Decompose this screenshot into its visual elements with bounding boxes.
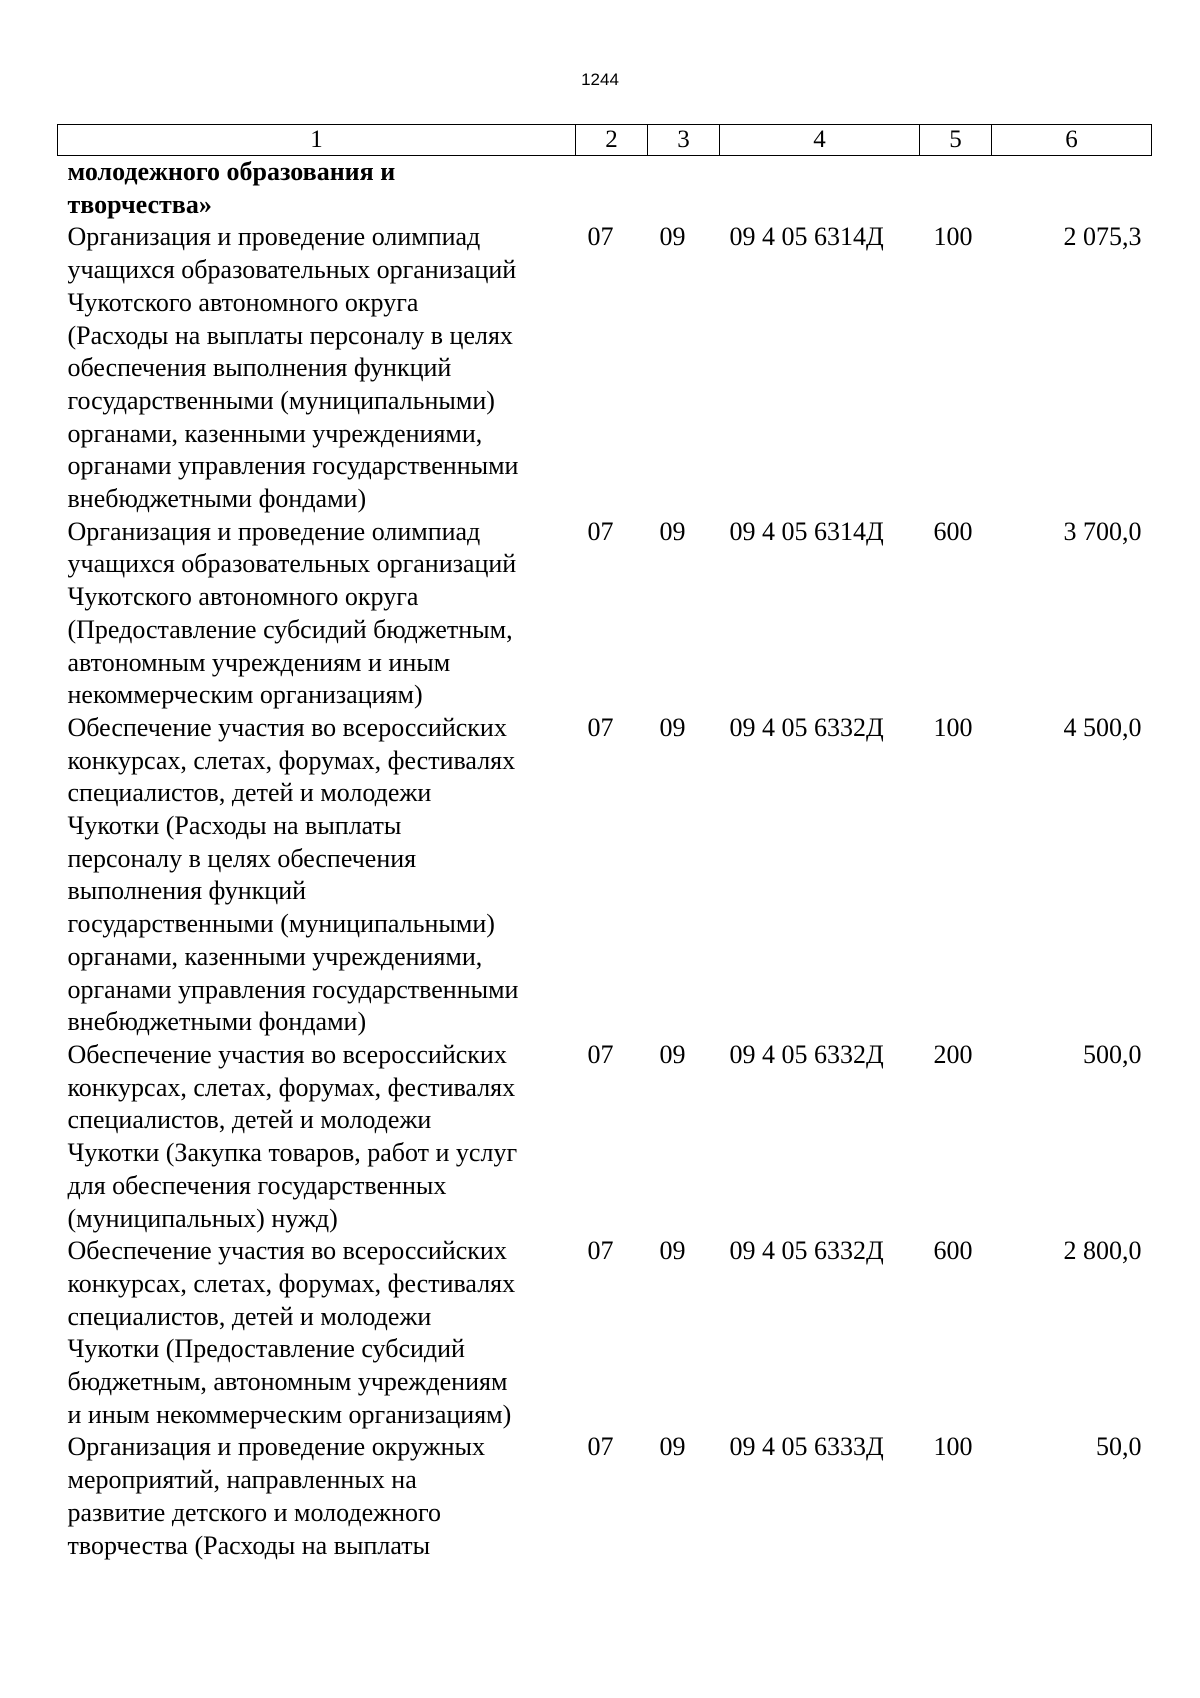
- budget-table: [57, 124, 1152, 1562]
- table-body: [58, 156, 1152, 1563]
- continuation-text: молодежного образования и творчества»: [67, 157, 396, 219]
- row-expense-type: 600: [933, 1236, 973, 1266]
- table-row: [58, 516, 1152, 712]
- row-target-code: 09 4 05 6314Д: [729, 222, 884, 252]
- row-expense-type: 600: [933, 516, 973, 546]
- row-subsection: 09: [659, 1039, 686, 1069]
- row-description: Организация и проведение окружных мероприятий, направленных на развитие детского и молодежного творчества (Расходы на выплаты: [67, 1432, 485, 1560]
- row-description: Организация и проведение олимпиад учащихся образовательных организаций Чукотского автономного округа (Предоставление субсидий бюджетным, автономным учреждениям и иным некоммерческим организациям): [67, 516, 517, 710]
- row-subsection: 09: [659, 1432, 686, 1462]
- row-expense-type: 100: [933, 1432, 973, 1462]
- row-subsection: 09: [659, 712, 686, 742]
- row-amount: 2 800,0: [1063, 1236, 1142, 1266]
- header-col-6: 6: [992, 125, 1152, 156]
- table-row: [58, 221, 1152, 515]
- row-section: 07: [587, 516, 614, 546]
- row-target-code: 09 4 05 6333Д: [729, 1432, 884, 1462]
- row-target-code: 09 4 05 6314Д: [729, 516, 884, 546]
- row-section: 07: [587, 1432, 614, 1462]
- row-amount: 3 700,0: [1063, 516, 1142, 546]
- page-number: 1244: [581, 70, 619, 89]
- continuation-row: [58, 156, 1152, 222]
- row-amount: 500,0: [1083, 1039, 1142, 1069]
- row-section: 07: [587, 1236, 614, 1266]
- header-col-2: 2: [576, 125, 648, 156]
- row-description: Организация и проведение олимпиад учащихся образовательных организаций Чукотского автономного округа (Расходы на выплаты персоналу в целях обеспечения выполнения функций государственными (муниципальными) органами, казенными учреждениями, органами управления государственными внебюджетными фондами): [67, 222, 519, 514]
- row-expense-type: 200: [933, 1039, 973, 1069]
- row-amount: 4 500,0: [1063, 712, 1142, 742]
- row-section: 07: [587, 712, 614, 742]
- row-subsection: 09: [659, 516, 686, 546]
- header-col-5: 5: [920, 125, 992, 156]
- row-amount: 2 075,3: [1063, 222, 1142, 252]
- row-expense-type: 100: [933, 712, 973, 742]
- row-expense-type: 100: [933, 222, 973, 252]
- table-row: [58, 712, 1152, 1039]
- table-row: [58, 1235, 1152, 1431]
- header-col-3: 3: [648, 125, 720, 156]
- row-amount: 50,0: [1096, 1432, 1142, 1462]
- table-row: [58, 1431, 1152, 1562]
- row-description: Обеспечение участия во всероссийских конкурсах, слетах, форумах, фестивалях специалистов, детей и молодежи Чукотки (Расходы на выплаты персоналу в целях обеспечения выполнения функций государственными (муниципальными) органами, казенными учреждениями, органами управления государственными внебюджетными фондами): [67, 712, 519, 1037]
- row-description: Обеспечение участия во всероссийских конкурсах, слетах, форумах, фестивалях специалистов, детей и молодежи Чукотки (Предоставление субсидий бюджетным, автономным учреждениям и иным некоммерческим организациям): [67, 1236, 516, 1429]
- table-header: [58, 125, 1152, 156]
- row-target-code: 09 4 05 6332Д: [729, 1236, 884, 1266]
- row-description: Обеспечение участия во всероссийских конкурсах, слетах, форумах, фестивалях специалистов, детей и молодежи Чукотки (Закупка товаров, работ и услуг для обеспечения государственных (муниципальных) нужд): [67, 1039, 518, 1233]
- table-row: [58, 1039, 1152, 1235]
- row-subsection: 09: [659, 1236, 686, 1266]
- row-target-code: 09 4 05 6332Д: [729, 1039, 884, 1069]
- row-target-code: 09 4 05 6332Д: [729, 712, 884, 742]
- row-section: 07: [587, 1039, 614, 1069]
- row-subsection: 09: [659, 222, 686, 252]
- header-col-1: 1: [58, 125, 576, 156]
- row-section: 07: [587, 222, 614, 252]
- header-row: [58, 125, 1152, 156]
- header-col-4: 4: [720, 125, 920, 156]
